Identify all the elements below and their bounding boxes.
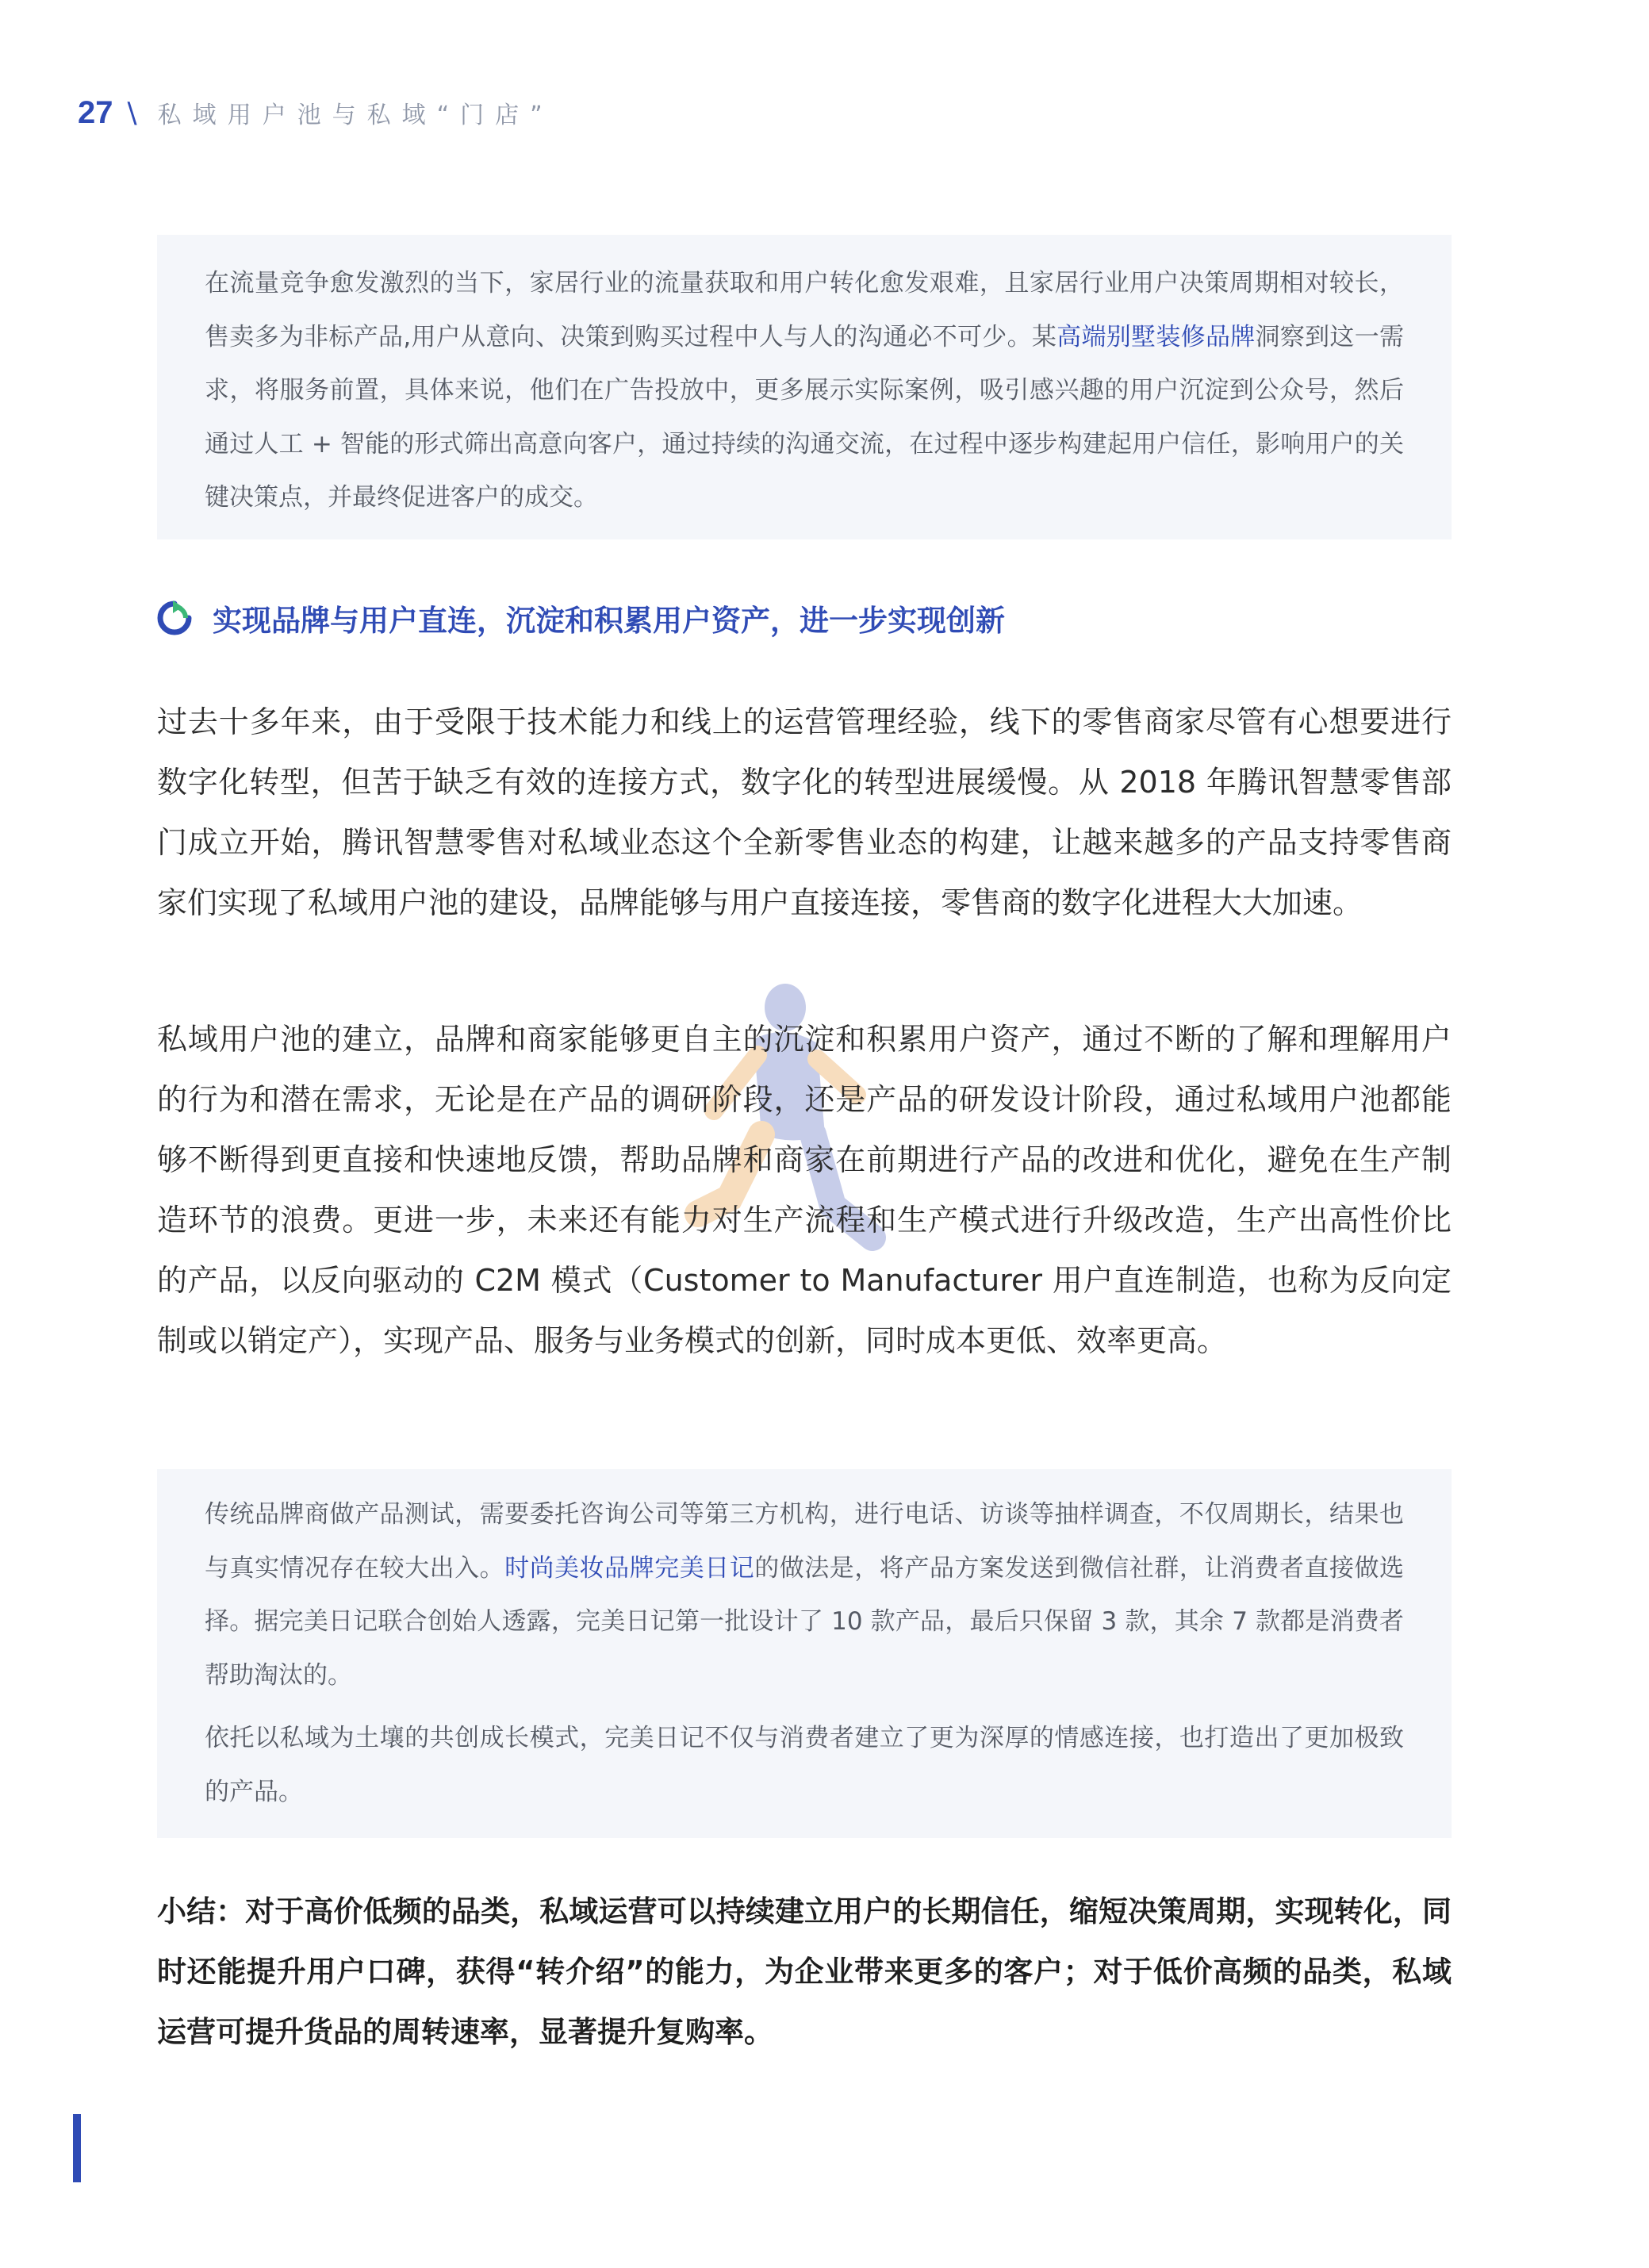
header-separator: \	[127, 96, 137, 129]
case-quote-box-1	[157, 235, 1452, 539]
section-title: 实现品牌与用户直连，沉淀和积累用户资产，进一步实现创新	[213, 604, 1005, 638]
case-quote-2-text-2: 依托以私域为土壤的共创成长模式，完美日记不仅与消费者建立了更为深厚的情感连接，也打造出了更加极致的产品。	[205, 1724, 1404, 1806]
body-paragraph-2-text: 私域用户池的建立，品牌和商家能够更自主的沉淀和积累用户资产，通过不断的了解和理解用户的行为和潜在需求，无论是在产品的调研阶段，还是产品的研发设计阶段，通过私域用户池都能够不断得到更直接和快速地反馈，帮助品牌和商家在前期进行产品的改进和优化，避免在生产制造环节的浪费。更进一步，未来还有能力对生产流程和生产模式进行升级改造，生产出高性价比的产品，以反向驱动的 C2M 模式（Customer to Manufacturer 用户直连制造，也称为反向定制或以销定产），实现产品、服务与业务模式的创新，同时成本更低、效率更高。	[157, 1022, 1452, 1358]
page-edge-marker	[73, 2114, 81, 2182]
case-quote-1-text: 在流量竞争愈发激烈的当下，家居行业的流量获取和用户转化愈发艰难，且家居行业用户决策周期相对较长，售卖多为非标产品,用户从意向、决策到购买过程中人与人的沟通必不可少。某高端别墅装修品牌洞察到这一需求，将服务前置，具体来说，他们在广告投放中，更多展示实际案例，吸引感兴趣的用户沉淀到公众号，然后通过人工 + 智能的形式筛出高意向客户，通过持续的沟通交流，在过程中逐步构建起用户信任，影响用户的关键决策点，并最终促进客户的成交。	[205, 269, 1405, 512]
summary-text: 小结：对于高价低频的品类，私域运营可以持续建立用户的长期信任，缩短决策周期，实现转化，同时还能提升用户口碑，获得“转介绍”的能力，为企业带来更多的客户；对于低价高频的品类，私域运营可提升货品的周转速率，显著提升复购率。	[157, 1894, 1452, 2049]
summary-block	[157, 1882, 1452, 2063]
chapter-title: 私域用户池与私域“门店”	[157, 102, 554, 129]
body-paragraph-1	[157, 692, 1452, 933]
page-number: 27	[78, 94, 113, 130]
case-quote-2-text: 传统品牌商做产品测试，需要委托咨询公司等第三方机构，进行电话、访谈等抽样调查，不仅周期长，结果也与真实情况存在较大出入。时尚美妆品牌完美日记的做法是，将产品方案发送到微信社群，让消费者直接做选择。据完美日记联合创始人透露，完美日记第一批设计了 10 款产品，最后只保留 3 款，其余 7 款都是消费者帮助淘汰的。	[205, 1500, 1405, 1690]
body-paragraph-2	[157, 1009, 1452, 1371]
case-highlight-brand: 高端别墅装修品牌	[1057, 322, 1256, 351]
page-header	[78, 89, 554, 136]
case-highlight-brand-2: 时尚美妆品牌完美日记	[504, 1553, 755, 1583]
body-paragraph-1-text: 过去十多年来，由于受限于技术能力和线上的运营管理经验，线下的零售商家尽管有心想要进行数字化转型，但苦于缺乏有效的连接方式，数字化的转型进展缓慢。从 2018 年腾讯智慧零售部门成立开始，腾讯智慧零售对私域业态这个全新零售业态的构建，让越来越多的产品支持零售商家们实现了私域用户池的建设，品牌能够与用户直接连接，零售商的数字化进程大大加速。	[157, 704, 1452, 920]
case-quote-box-2	[157, 1469, 1452, 1838]
refresh-cycle-icon	[155, 599, 194, 637]
section-heading	[155, 597, 1005, 639]
